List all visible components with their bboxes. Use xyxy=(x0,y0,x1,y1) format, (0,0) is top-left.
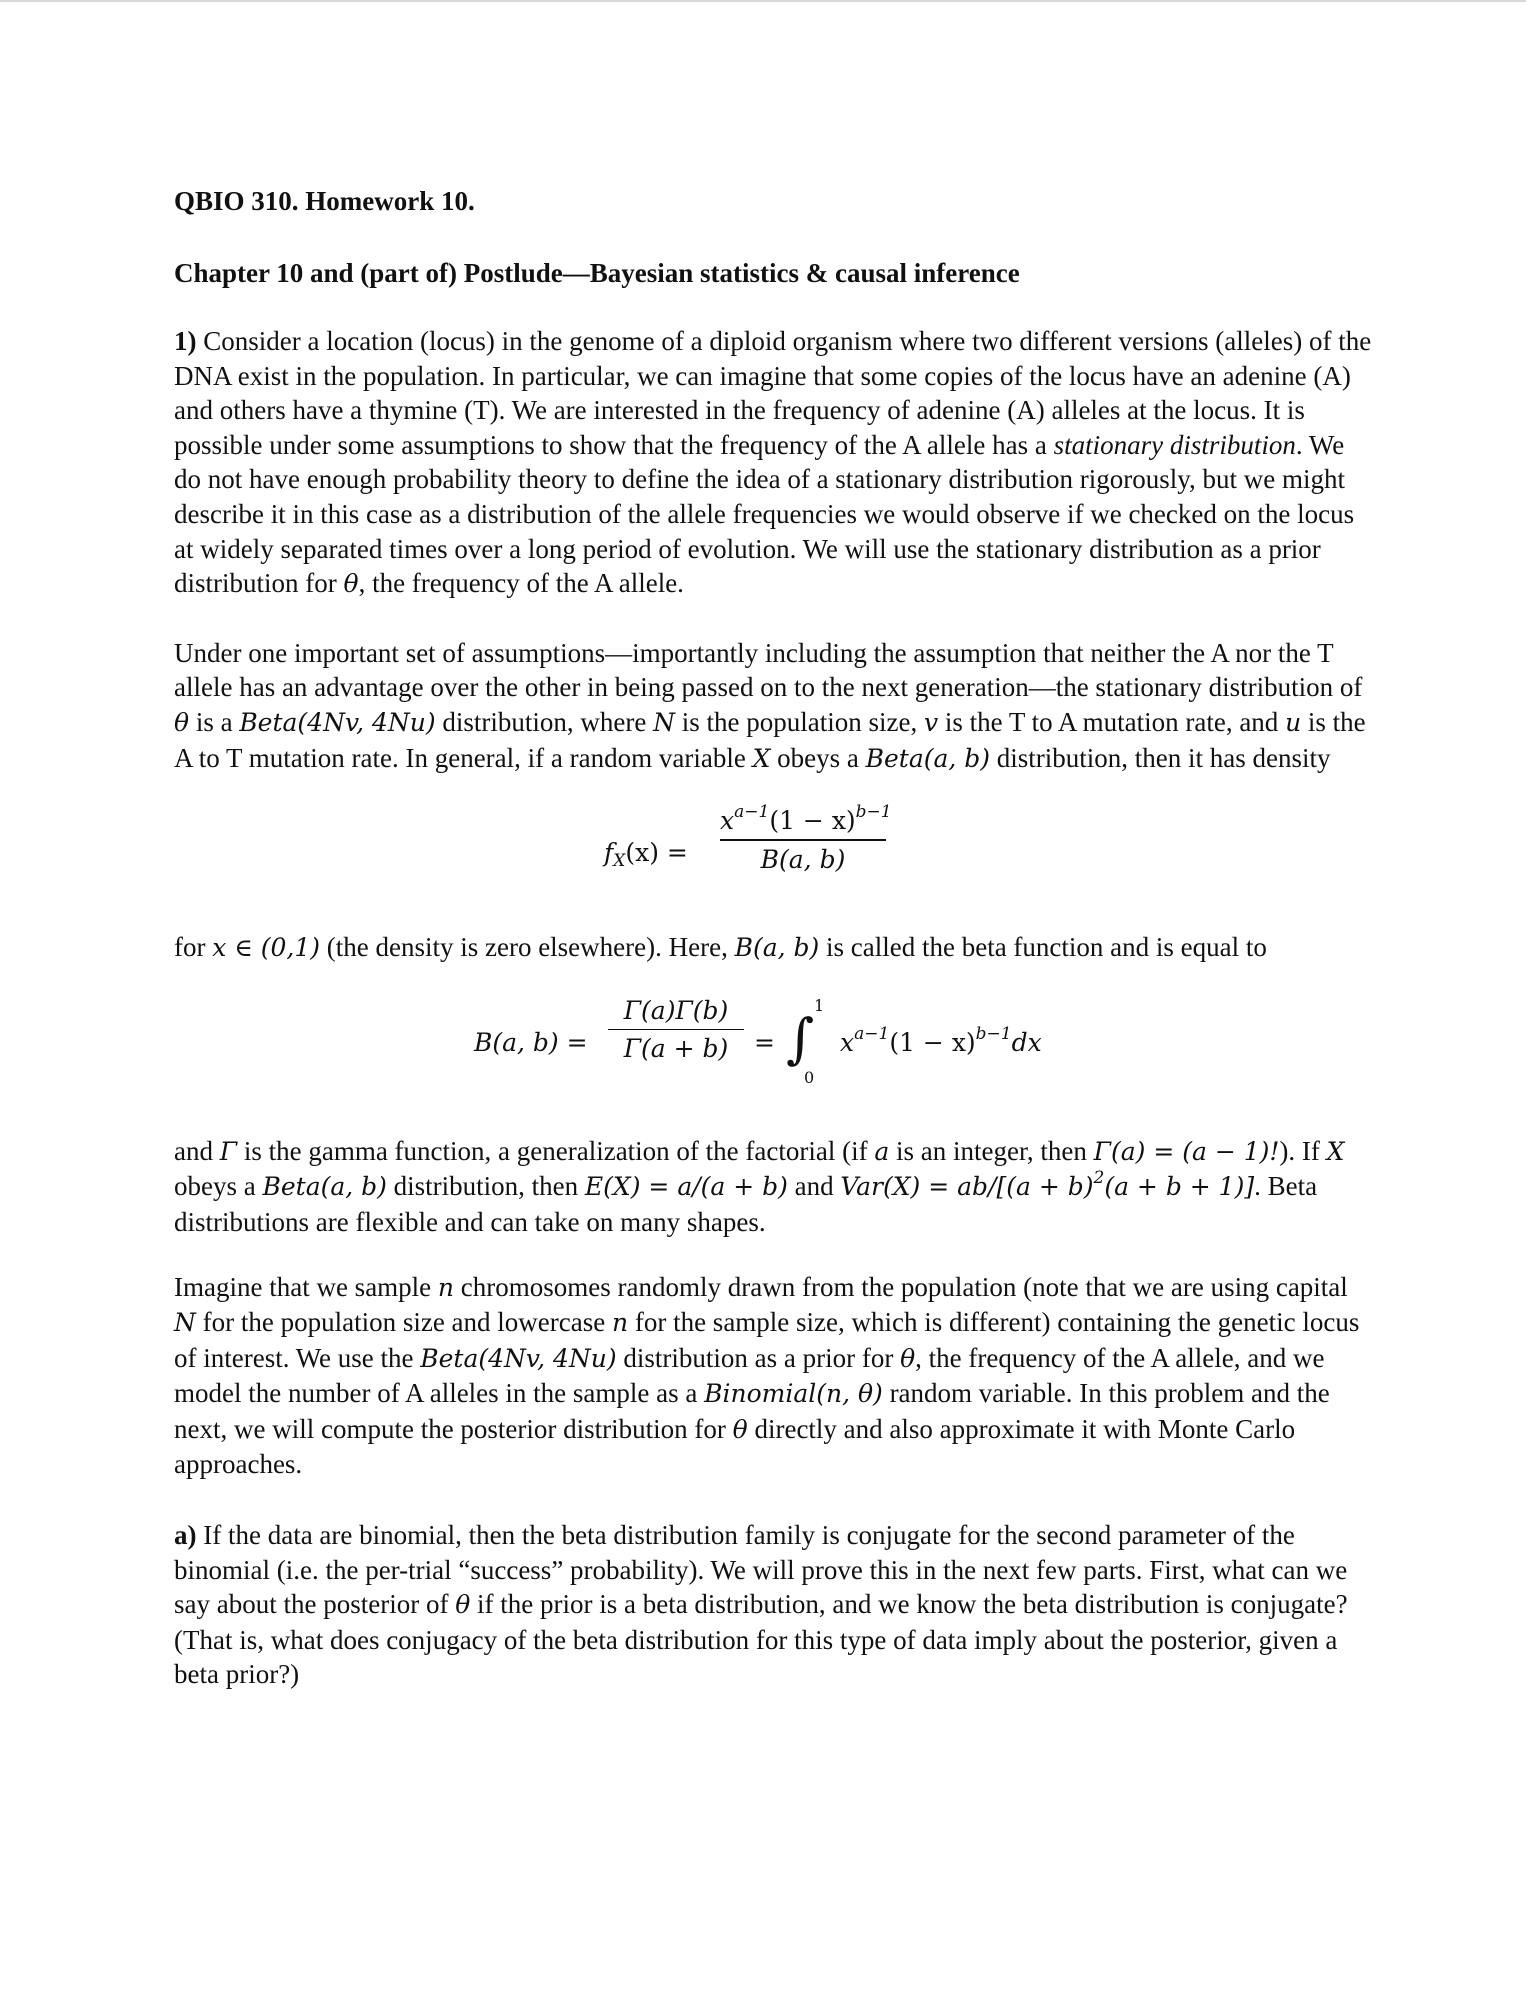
beta-function-lhs: B(a, b) = xyxy=(474,1027,588,1057)
density-denominator: B(a, b) xyxy=(760,844,846,874)
problem-1-label: 1) xyxy=(174,326,197,356)
integral-lower-limit: 0 xyxy=(804,1067,815,1087)
problem-1-intro: 1) Consider a location (locus) in the genome of a diploid organism where two different versions (alleles) of the DNA exist in the population. In particular, we can imagine that some copies of the locus have an adenine (A) and others have a thymine (T). We are interested in the frequency of adenine (A) alleles at the locus. It is possible under some assumptions to show that the frequency of the A allele has a stationary distribution. We do not have enough probability theory to define the idea of a stationary distribution rigorously, but we might describe it in this case as a distribution of the allele frequencies we would observe if we checked on the locus at widely separated times over a long period of evolution. We will use the stationary distribution as a prior distribution for θ, the frequency of the A allele. xyxy=(174,326,1372,599)
support-paragraph: for x ∈ (0,1) (the density is zero elsewhere). Here, B(a, b) is called the beta function and is equal to xyxy=(174,932,1267,963)
assumptions-paragraph: Under one important set of assumptions—importantly including the assumption that neither the A nor the T allele has an advantage over the other in being passed on to the next generation—the stationary distribution of θ is a Beta(4Nv, 4Nu) distribution, where N is the population size, v is the T to A mutation rate, and u is the A to T mutation rate. In general, if a random variable X obeys a Beta(a, b) distribution, then it has density xyxy=(174,637,1366,773)
document-page xyxy=(174,184,1374,1692)
integral-upper-limit: 1 xyxy=(814,995,825,1015)
homework-title: QBIO 310. Homework 10. xyxy=(174,186,475,216)
gamma-numerator: Γ(a)Γ(b) xyxy=(623,995,729,1025)
density-fraction xyxy=(720,802,892,874)
gamma-denominator: Γ(a + b) xyxy=(623,1034,729,1064)
sampling-paragraph: Imagine that we sample n chromosomes randomly drawn from the population (note that we are using capital N for the population size and lowercase n for the sample size, which is different) containing the genetic locus of interest. We use the Beta(4Nv, 4Nu) distribution as a prior for θ, the frequency of the A allele, and we model the number of A alleles in the sample as a Binomial(n, θ) random variable. In this problem and the next, we will compute the posterior distribution for θ directly and also approximate it with Monte Carlo approaches. xyxy=(174,1271,1360,1480)
gamma-paragraph: and Γ is the gamma function, a generalization of the factorial (if a is an integer, then Γ(a) = (a − 1)!). If X obeys a Beta(a, b) distribution, then E(X) = a/(a + b) and $Var(X) = ab/[(a + b)^2(a + b + 1)]$. Beta distributions are flexible and can take on many shapes. xyxy=(174,1135,1345,1237)
density-numerator: $x^{a-1}(1 - x)^{b-1}$ xyxy=(720,802,892,836)
integral-sign: ∫ xyxy=(786,1006,815,1070)
stationary-distribution-term: stationary distribution xyxy=(1053,429,1296,460)
top-border-line xyxy=(0,0,1526,2)
beta-function-equation: B(a, b) = Γ(a)Γ(b) Γ(a + b) = ∫ 1 0 $x^{a-1}(1 - x)^{b-1}dx$ xyxy=(474,995,1042,1087)
chapter-heading: Chapter 10 and (part of) Postlude—Bayesian statistics & causal inference xyxy=(174,258,1020,288)
part-a-label: a) xyxy=(174,1520,197,1551)
beta-density-equation xyxy=(174,800,1374,904)
density-lhs: $f_X(x)$ = xyxy=(604,838,688,872)
part-a-question: a) If the data are binomial, then the beta distribution family is conjugate for the second parameter of the binomial (i.e. the per-trial “success” probability). We will prove this in the next few parts. First, what can we say about the posterior of θ if the prior is a beta distribution, and we know the beta distribution is conjugate? (That is, what does conjugacy of the beta distribution for this type of data imply about the posterior, given a beta prior?) xyxy=(174,1520,1348,1690)
gamma-fraction xyxy=(608,996,744,1064)
integrand: $x^{a-1}(1 - x)^{b-1}dx$ xyxy=(840,1023,1042,1057)
